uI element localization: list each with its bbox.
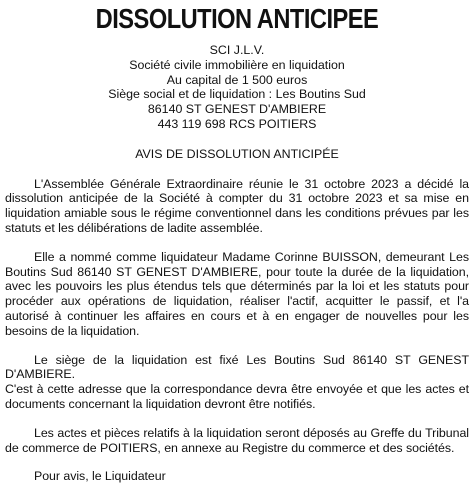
- company-name: SCI J.L.V.: [209, 43, 265, 57]
- notice-title: DISSOLUTION ANTICIPEE: [95, 3, 379, 34]
- company-form: Société civile immobilière en liquidation: [129, 57, 345, 72]
- company-rcs: 443 119 698 RCS POITIERS: [157, 116, 317, 131]
- company-capital: Au capital de 1 500 euros: [166, 72, 308, 87]
- company-city: 86140 ST GENEST D'AMBIERE: [147, 102, 327, 117]
- filing-paragraph: Les actes et pièces relatifs à la liquidation seront déposés au Greffe du Tribunal de commerce de POITIERS, en annexe au Registre du commerce et des sociétés.: [5, 425, 469, 455]
- decision-paragraph: L'Assemblée Générale Extraordinaire réunie le 31 octobre 2023 a décidé la dissolution anticipée de la Société à compter du 31 octobre 2023 et sa mise en liquidation amiable sous le régime conventionnel dans les conditions prévues par les statuts et les délibérations de ladite assemblée.: [5, 176, 469, 235]
- seat-paragraph: Le siège de la liquidation est fixé Les Boutins Sud 86140 ST GENEST D'AMBIERE.: [5, 352, 469, 382]
- correspondence-paragraph: C'est à cette adresse que la correspondance devra être envoyée et que les actes et documents concernant la liquidation devront être notifiés.: [5, 382, 469, 411]
- notice-subtitle: AVIS DE DISSOLUTION ANTICIPÉE: [135, 146, 339, 161]
- company-block: [5, 43, 469, 132]
- company-seat: Siège social et de liquidation : Les Boutins Sud: [108, 87, 366, 102]
- liquidator-paragraph: Elle a nommé comme liquidateur Madame Corinne BUISSON, demeurant Les Boutins Sud 86140 ST GENEST D'AMBIERE, pour toute la durée de la liquidation, avec les pouvoirs les plus étendus tels que déterminés par la loi et les statuts pour procéder aux opérations de liquidation, réaliser l'actif, acquitter le passif, et l'a autorisé à continuer les affaires en cours et à en engager de nouvelles pour les besoins de la liquidation.: [5, 249, 469, 338]
- signature-line: Pour avis, le Liquidateur: [34, 469, 166, 484]
